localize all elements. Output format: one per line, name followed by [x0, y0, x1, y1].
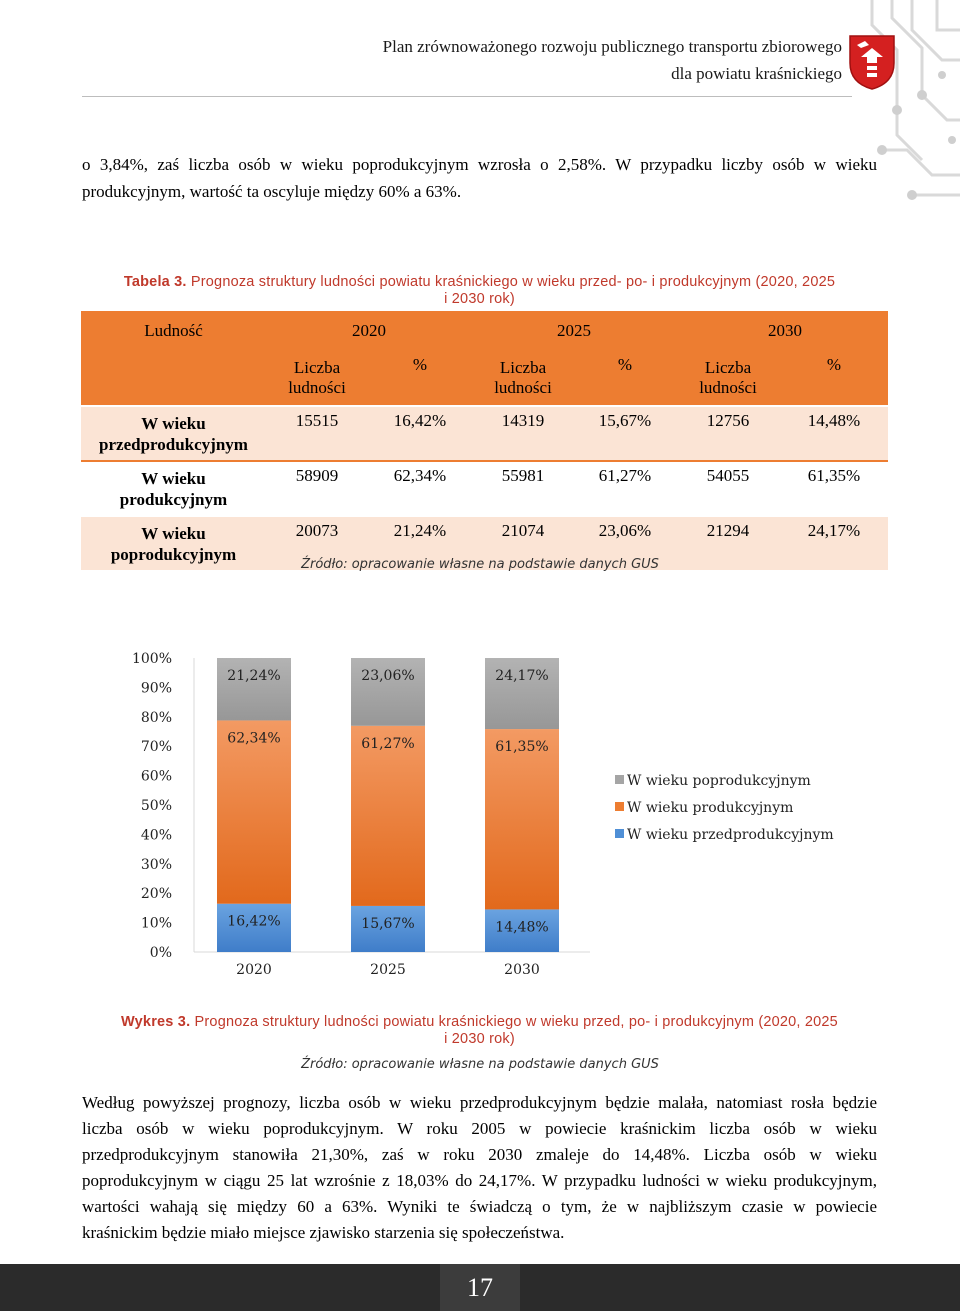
subheader-count-2030: Liczba ludności — [676, 351, 780, 406]
y-tick-label: 70% — [140, 739, 172, 756]
body-line: poprodukcyjnym w ciągu 25 lat wzrośnie z 18,03% do 24,17%. W przypadku ludności w wieku produkcyjnym, — [82, 1171, 877, 1190]
table-header-subcolumns — [81, 351, 888, 406]
x-tick-label: 2025 — [370, 962, 406, 978]
table-cell: 58909 — [266, 461, 368, 516]
table-cell: 62,34% — [368, 461, 472, 516]
y-tick-label: 20% — [140, 886, 172, 903]
legend-swatch — [615, 829, 624, 838]
table-cell: 61,35% — [780, 461, 888, 516]
table-subheader-empty — [81, 351, 266, 406]
y-tick-label: 30% — [140, 856, 172, 873]
row-label: W wieku poprodukcyjnym — [81, 516, 266, 570]
body-line: kraśnickim będzie miało miejsce zjawisko starzenia się społeczeństwa. — [82, 1223, 565, 1242]
table-row — [81, 461, 888, 516]
table-cell: 14,48% — [780, 406, 888, 461]
body-line: przedprodukcyjnym stanowiła 21,30%, zaś w roku 2030 zmaleje do 14,48%. Liczba osób w wieku — [82, 1145, 877, 1164]
chart-caption-line1 — [82, 1014, 877, 1030]
year-2025: 2025 — [472, 311, 676, 351]
table-cell: 15515 — [266, 406, 368, 461]
data-label: 14,48% — [495, 919, 549, 936]
y-tick-label: 60% — [140, 768, 172, 785]
header-title-line1: Plan zrównoważonego rozwoju publicznego transportu zbiorowego — [382, 37, 842, 56]
legend-swatch — [615, 775, 624, 784]
chart-caption-line2: i 2030 rok) — [444, 1031, 515, 1047]
table-cell: 24,17% — [780, 516, 888, 570]
year-2020: 2020 — [266, 311, 472, 351]
data-label: 61,27% — [361, 735, 415, 752]
x-tick-label: 2020 — [236, 962, 272, 978]
table-row — [81, 406, 888, 461]
table-cell: 14319 — [472, 406, 574, 461]
table-corner: Ludność — [81, 311, 266, 351]
data-label: 62,34% — [227, 730, 281, 747]
chart-source: Źródło: opracowanie własne na podstawie danych GUS — [301, 1057, 659, 1072]
table-caption-line2: i 2030 rok) — [444, 291, 515, 307]
y-tick-label: 90% — [140, 680, 172, 697]
legend-entry: W wieku przedprodukcyjnym — [627, 827, 834, 843]
subheader-pct-2025: % — [574, 351, 676, 406]
data-label: 21,24% — [227, 668, 281, 684]
table-header-years — [81, 311, 888, 351]
body-line: wartości wahają się między 60 a 63%. Wyniki te świadczą o tym, że w najbliższym czasie w powiecie — [82, 1197, 877, 1216]
body-paragraph — [82, 1090, 877, 1246]
header-rule — [82, 96, 852, 97]
table-cell: 21294 — [676, 516, 780, 570]
table-cell: 15,67% — [574, 406, 676, 461]
row-label: W wieku przedprodukcyjnym — [81, 406, 266, 461]
bar-segment — [351, 726, 425, 906]
intro-line2: produkcyjnym, wartość ta oscyluje między 60% a 63%. — [82, 182, 462, 201]
y-tick-label: 10% — [140, 915, 172, 932]
table-cell: 16,42% — [368, 406, 472, 461]
x-tick-label: 2030 — [504, 962, 540, 978]
data-label: 61,35% — [495, 739, 549, 756]
table-caption-text: Prognoza struktury ludności powiatu kraśnickiego w wieku przed- po- i produkcyjnym (2020, 2025 — [190, 274, 836, 290]
stacked-bar-chart — [0, 630, 960, 990]
table-cell: 20073 — [266, 516, 368, 570]
legend-entry: W wieku produkcyjnym — [627, 800, 794, 816]
chart-caption-label: Wykres 3. — [121, 1014, 191, 1030]
subheader-count-2020: Liczba ludności — [266, 351, 368, 406]
intro-line1: o 3,84%, zaś liczba osób w wieku poprodukcyjnym wzrosła o 2,58%. W przypadku liczby osób w wieku — [82, 155, 877, 174]
body-line: liczba osób w wieku poprodukcyjnym. W roku 2005 w powiecie kraśnickim liczba osób w wieku — [82, 1119, 877, 1138]
table-cell: 61,27% — [574, 461, 676, 516]
bar-segment — [485, 729, 559, 909]
header-title-line2: dla powiatu kraśnickiego — [671, 64, 842, 83]
table-source: Źródło: opracowanie własne na podstawie danych GUS — [301, 557, 659, 572]
bar-segment — [217, 720, 291, 903]
subheader-count-2025: Liczba ludności — [472, 351, 574, 406]
table-cell: 55981 — [472, 461, 574, 516]
table-caption-line1 — [82, 274, 877, 290]
y-tick-label: 100% — [131, 651, 172, 667]
data-label: 23,06% — [361, 668, 415, 684]
table-cell: 21,24% — [368, 516, 472, 570]
legend-swatch — [615, 802, 624, 811]
body-line: Według powyższej prognozy, liczba osób w wieku przedprodukcyjnym będzie malała, natomiast rosła będzie — [82, 1093, 877, 1112]
y-tick-label: 50% — [140, 798, 172, 814]
coat-of-arms-icon — [847, 33, 897, 91]
chart-caption-text: Prognoza struktury ludności powiatu kraśnickiego w wieku przed, po- i produkcyjnym (2020, 2025 — [194, 1014, 838, 1030]
y-tick-label: 40% — [140, 827, 172, 844]
table-cell: 12756 — [676, 406, 780, 461]
subheader-pct-2030: % — [780, 351, 888, 406]
legend-entry: W wieku poprodukcyjnym — [627, 773, 811, 789]
data-label: 15,67% — [361, 915, 415, 932]
row-label: W wieku produkcyjnym — [81, 461, 266, 516]
data-label: 24,17% — [495, 668, 549, 684]
table-caption-label: Tabela 3. — [123, 274, 187, 290]
y-tick-label: 0% — [149, 945, 172, 961]
table-cell: 23,06% — [574, 516, 676, 570]
year-2030: 2030 — [676, 311, 888, 351]
table-cell: 54055 — [676, 461, 780, 516]
data-label: 16,42% — [227, 913, 281, 930]
table-cell: 21074 — [472, 516, 574, 570]
subheader-pct-2020: % — [368, 351, 472, 406]
y-tick-label: 80% — [140, 709, 172, 726]
page-number: 17 — [467, 1273, 493, 1302]
population-table — [81, 311, 888, 570]
